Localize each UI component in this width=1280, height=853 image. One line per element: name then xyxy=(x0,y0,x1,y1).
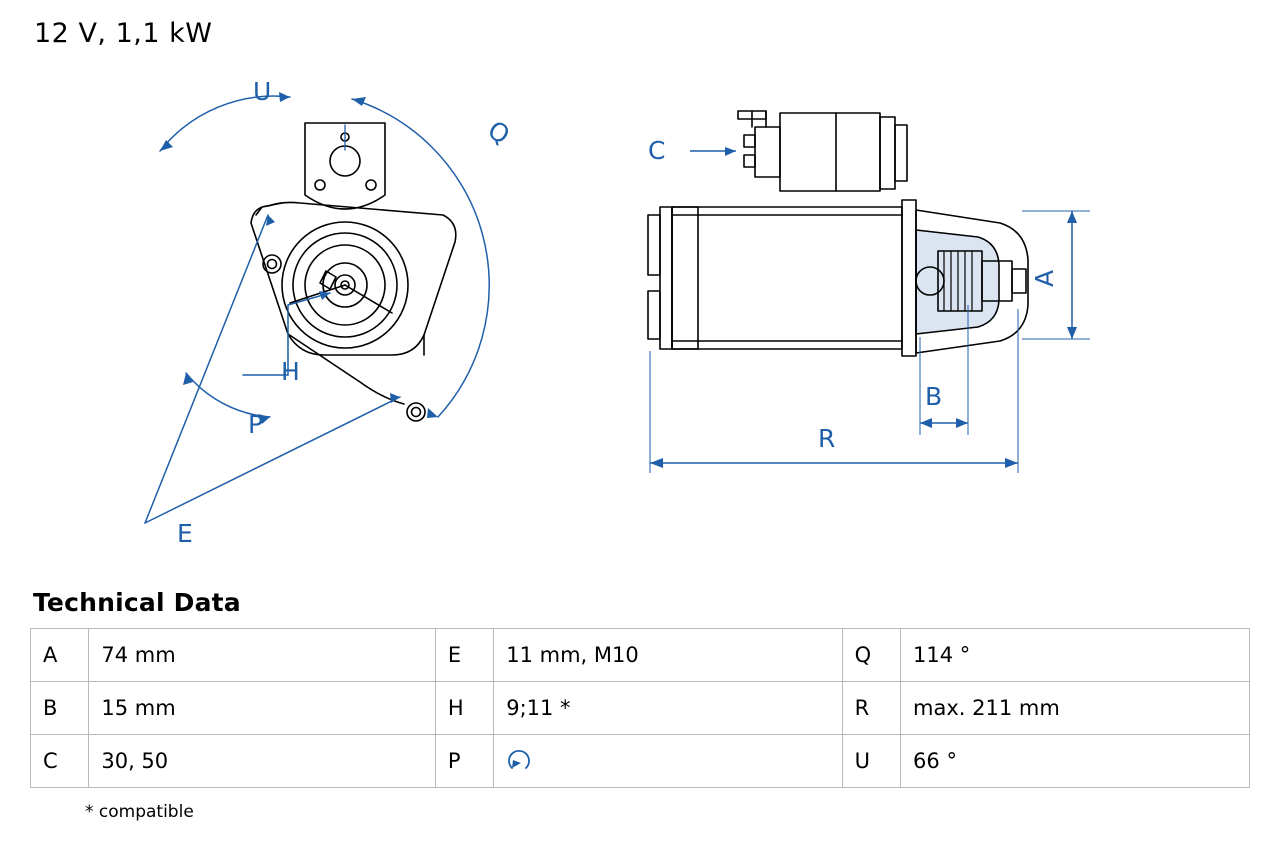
cell-key: P xyxy=(435,735,493,788)
label-B: B xyxy=(925,382,943,411)
footnote: * compatible xyxy=(85,802,194,822)
cell-value: max. 211 mm xyxy=(901,682,1250,735)
solenoid-body xyxy=(780,113,880,191)
cell-key: A xyxy=(31,629,89,682)
label-E: E xyxy=(177,519,193,548)
table-row xyxy=(31,735,1250,788)
cell-key: H xyxy=(435,682,493,735)
cell-value: 15 mm xyxy=(89,682,435,735)
technical-data-heading: Technical Data xyxy=(33,588,241,617)
label-C: C xyxy=(648,136,666,165)
label-A: A xyxy=(1030,269,1059,287)
table-row xyxy=(31,682,1250,735)
leader-E-upper xyxy=(145,215,268,523)
cell-value: 11 mm, M10 xyxy=(494,629,842,682)
cell-value: 30, 50 xyxy=(89,735,435,788)
page-title: 12 V, 1,1 kW xyxy=(34,18,213,49)
motor-body xyxy=(672,207,902,349)
leader-E-lower xyxy=(145,397,400,523)
cell-value: 114 ° xyxy=(901,629,1250,682)
product-drawing xyxy=(0,55,1280,575)
dimension-arc-Q xyxy=(352,99,489,417)
cell-value: 9;11 * xyxy=(494,682,842,735)
cell-value: 66 ° xyxy=(901,735,1250,788)
cell-value: 74 mm xyxy=(89,629,435,682)
cell-key: Q xyxy=(842,629,900,682)
cell-key: B xyxy=(31,682,89,735)
label-H: H xyxy=(281,357,300,386)
rotation-arrow-icon xyxy=(506,748,536,774)
cell-value xyxy=(494,735,842,788)
cell-key: C xyxy=(31,735,89,788)
table-row xyxy=(31,629,1250,682)
cell-key: U xyxy=(842,735,900,788)
label-Q: Q xyxy=(483,115,515,151)
label-U: U xyxy=(253,77,272,106)
label-P: P xyxy=(248,410,264,439)
technical-data-table xyxy=(30,628,1250,788)
cell-key: E xyxy=(435,629,493,682)
label-R: R xyxy=(818,424,836,453)
cell-key: R xyxy=(842,682,900,735)
